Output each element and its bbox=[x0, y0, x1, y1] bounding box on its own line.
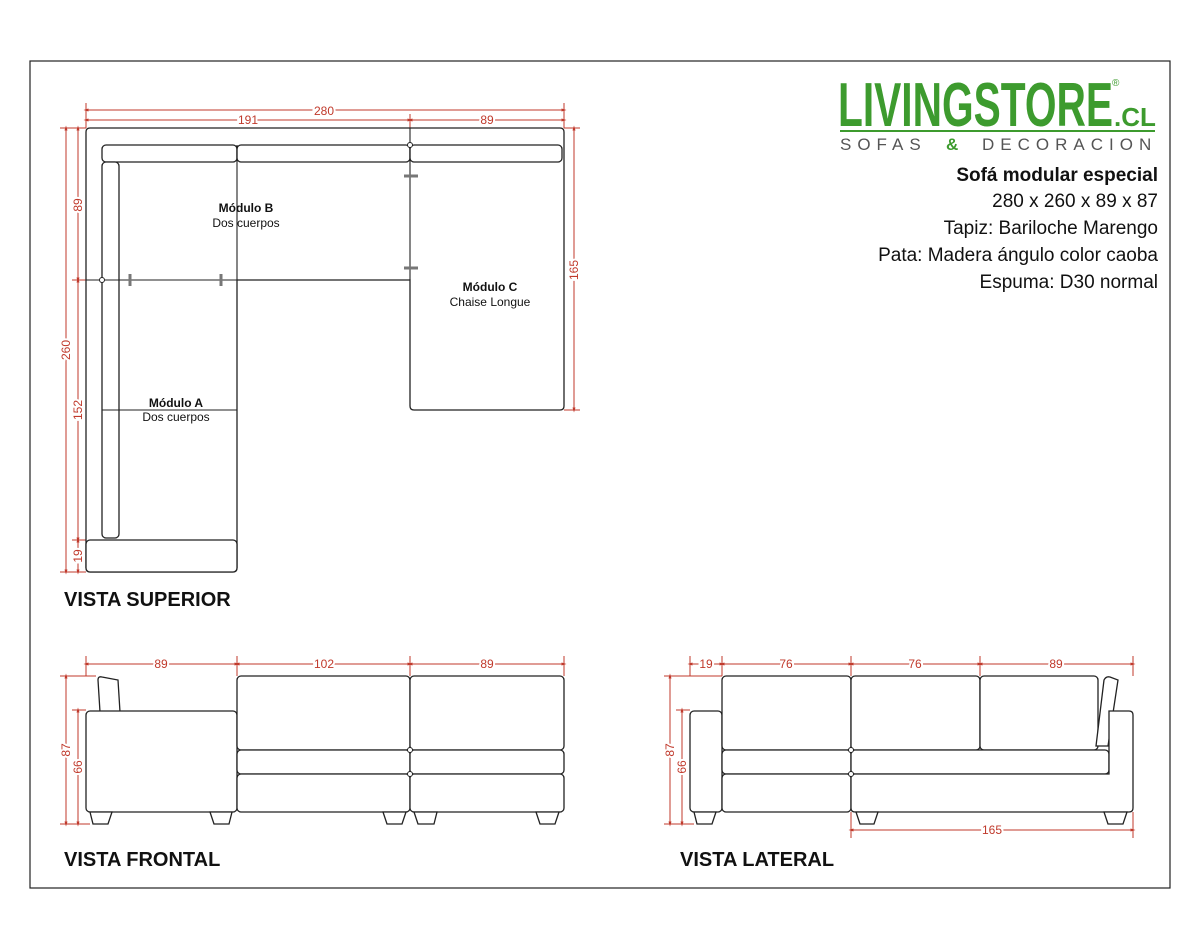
side-leg-3 bbox=[1104, 812, 1127, 824]
dim-top-total: 280 bbox=[313, 104, 335, 118]
dim-top-right: 89 bbox=[480, 113, 494, 127]
dim-side-b: 76 bbox=[779, 657, 793, 671]
brand-tagline-left: SOFAS bbox=[840, 135, 927, 154]
dim-side-a: 19 bbox=[699, 657, 713, 671]
dim-left-upper: 89 bbox=[71, 198, 85, 212]
brand-suffix: .CL bbox=[1114, 102, 1156, 132]
front-back-b bbox=[237, 676, 410, 750]
dim-top-left: 191 bbox=[237, 113, 259, 127]
front-leg-4 bbox=[414, 812, 437, 824]
back-cushion-a bbox=[102, 162, 119, 538]
view-label-front: VISTA FRONTAL bbox=[64, 849, 221, 871]
side-view bbox=[663, 656, 1133, 871]
front-base-c bbox=[410, 774, 564, 812]
view-label-top: VISTA SUPERIOR bbox=[64, 589, 231, 611]
side-base-1 bbox=[722, 774, 851, 812]
module-b-subtitle: Dos cuerpos bbox=[212, 216, 280, 230]
product-dimensions: 280 x 260 x 89 x 87 bbox=[992, 191, 1158, 212]
front-leg-3 bbox=[383, 812, 406, 824]
dim-side-c: 76 bbox=[908, 657, 922, 671]
module-b-title: Módulo B bbox=[218, 201, 274, 215]
front-leg-2 bbox=[210, 812, 232, 824]
dim-side-h-seat: 66 bbox=[675, 760, 689, 774]
dim-front-b: 102 bbox=[313, 657, 335, 671]
side-seat-1 bbox=[722, 750, 851, 774]
product-espuma: Espuma: D30 normal bbox=[979, 272, 1158, 293]
side-leg-1 bbox=[694, 812, 716, 824]
module-a-title: Módulo A bbox=[148, 396, 204, 410]
dim-front-h-seat: 66 bbox=[71, 760, 85, 774]
brand-registered: ® bbox=[1112, 78, 1120, 89]
dim-left-total: 260 bbox=[59, 339, 73, 361]
brand-tagline-amp: & bbox=[946, 135, 959, 154]
front-base-b bbox=[237, 774, 410, 812]
front-back-cushion-left bbox=[98, 677, 120, 712]
sofa-outline bbox=[86, 128, 564, 572]
back-cushion-c bbox=[410, 145, 562, 162]
top-view bbox=[59, 103, 581, 611]
brand-name: LIVINGSTORE bbox=[838, 71, 1113, 140]
front-view bbox=[59, 656, 564, 871]
side-back-1 bbox=[722, 676, 851, 750]
product-title: Sofá modular especial bbox=[956, 165, 1158, 186]
dim-left-low: 19 bbox=[71, 549, 85, 563]
front-seat-c bbox=[410, 750, 564, 774]
dim-front-c: 89 bbox=[480, 657, 494, 671]
front-leg-5 bbox=[536, 812, 559, 824]
dim-left-mid: 152 bbox=[71, 399, 85, 421]
side-arm-left bbox=[690, 711, 722, 812]
module-c-title: Módulo C bbox=[462, 280, 518, 294]
side-back-3 bbox=[980, 676, 1098, 750]
front-back-c bbox=[410, 676, 564, 750]
front-leg-1 bbox=[90, 812, 112, 824]
back-cushion-b1 bbox=[102, 145, 237, 162]
dim-side-d: 89 bbox=[1049, 657, 1063, 671]
dim-front-a: 89 bbox=[154, 657, 168, 671]
back-cushion-b2 bbox=[237, 145, 410, 162]
dim-front-h-total: 87 bbox=[59, 743, 73, 757]
side-leg-2 bbox=[856, 812, 878, 824]
front-seat-b bbox=[237, 750, 410, 774]
product-pata: Pata: Madera ángulo color caoba bbox=[878, 245, 1158, 266]
brand-logo bbox=[838, 71, 1157, 154]
module-a-subtitle: Dos cuerpos bbox=[142, 410, 210, 424]
side-seat-2 bbox=[851, 750, 1109, 774]
brand-tagline-right: DECORACION bbox=[982, 135, 1158, 154]
side-back-2 bbox=[851, 676, 980, 750]
arm-left-bottom bbox=[86, 540, 237, 572]
dim-side-h-total: 87 bbox=[663, 743, 677, 757]
dim-chaise: 165 bbox=[567, 259, 581, 281]
product-specs bbox=[878, 165, 1158, 293]
product-tapiz: Tapiz: Bariloche Marengo bbox=[943, 218, 1158, 239]
front-arm-a bbox=[86, 711, 237, 812]
dim-side-bottom: 165 bbox=[981, 823, 1003, 837]
view-label-side: VISTA LATERAL bbox=[680, 849, 835, 871]
module-c-subtitle: Chaise Longue bbox=[449, 295, 531, 309]
